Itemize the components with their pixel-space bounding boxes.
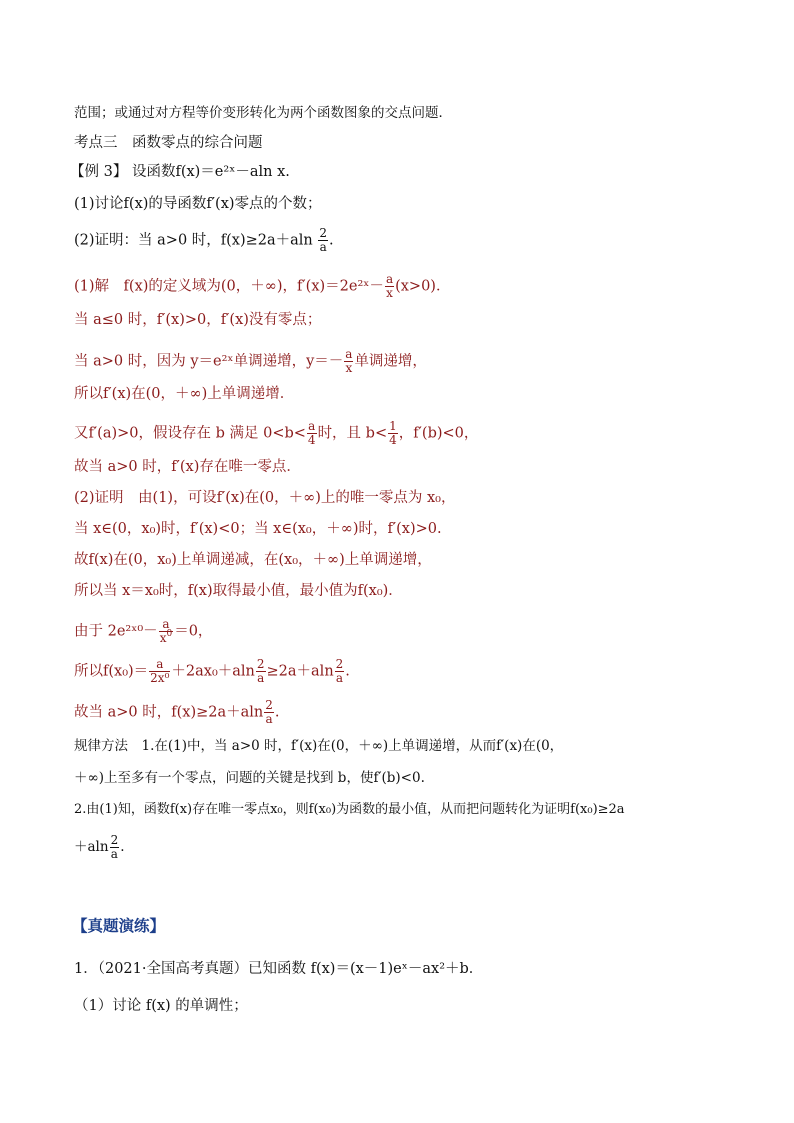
section-title-topic3: 考点三 函数零点的综合问题 bbox=[74, 135, 263, 151]
question-part-1: (1)讨论f(x)的导函数f′(x)零点的个数； bbox=[74, 196, 322, 212]
solution-existence-text: 又f′(a)>0，假设存在 b 满足 0<b< bbox=[74, 425, 306, 442]
solution-existence-mid: 时，且 b< bbox=[317, 425, 388, 442]
exam-question-1-part-1: （1）讨论 f(x) 的单调性； bbox=[74, 998, 248, 1014]
question-part-2: (2)证明：当 a>0 时，f(x)≥2a＋aln $\frac{2}{a}$ . bbox=[74, 226, 334, 254]
proof-min-mid: ＋2ax₀＋aln bbox=[171, 663, 255, 680]
fraction-2-over-a-2: $\frac{2}{a}$ bbox=[256, 657, 265, 685]
fraction-2-over-a-3: $\frac{2}{a}$ bbox=[335, 657, 344, 685]
method-summary-2: 2.由(1)知，函数f(x)存在唯一零点x₀，则f(x₀)为函数的最小值，从而把问题转化为证明f(x₀)≥2a bbox=[74, 802, 625, 817]
proof-sign-analysis: 当 x∈(0，x₀)时，f′(x)<0；当 x∈(x₀，＋∞)时，f′(x)>0. bbox=[74, 521, 442, 537]
proof-min-value: 所以f(x₀)＝ $\frac{a}{\text{2x⁰}}$ ＋2ax₀＋aln $\frac{2}{a}$ ≥2a＋aln $\frac{2}{a}$ . bbox=[74, 657, 350, 685]
question-part-2-text: (2)证明：当 a>0 时，f(x)≥2a＋aln bbox=[74, 232, 313, 249]
solution-case-text: 当 a>0 时，因为 y＝e²ˣ单调递增，y＝－ bbox=[74, 353, 344, 370]
exam-question-1: 1．（2021·全国高考真题）已知函数 f(x)＝(x－1)eˣ－ax²＋b． bbox=[74, 961, 484, 977]
text-line-range: 范围；或通过对方程等价变形转化为两个函数图象的交点问题． bbox=[74, 105, 452, 121]
fraction-a-over-4: $\frac{a}{4}$ bbox=[307, 419, 316, 447]
solution-existence-b bbox=[74, 420, 478, 447]
method-summary-1: 规律方法 1.在(1)中，当 a>0 时，f′(x)在(0，＋∞)上单调递增，从而f′(x)在(0， bbox=[74, 738, 564, 754]
example-3-statement bbox=[70, 163, 290, 181]
fraction-a-over-x-2: $\frac{a}{x}$ bbox=[345, 347, 353, 375]
method-summary-1-cont: ＋∞)上至多有一个零点，问题的关键是找到 b，使f′(b)<0. bbox=[74, 770, 425, 786]
solution-case-a-positive bbox=[74, 348, 427, 375]
solution-domain-text: (1)解 f(x)的定义域为(0，＋∞)，f′(x)＝2e²ˣ－ bbox=[74, 278, 384, 295]
solution-domain-tail: (x>0)． bbox=[395, 278, 451, 295]
solution-existence-tail: ，f′(b)<0， bbox=[398, 425, 479, 442]
fraction-a-over-2x0: $\frac{a}{\text{2x⁰}}$ bbox=[150, 657, 170, 685]
proof-zero-tail: ＝0， bbox=[174, 623, 213, 640]
method-summary-2-cont: ＋aln $\frac{2}{a}$ . bbox=[74, 833, 125, 861]
proof-conclusion: 故当 a>0 时，f(x)≥2a＋aln $\frac{2}{a}$ . bbox=[74, 698, 280, 726]
fraction-a-over-x: $\frac{a}{x}$ bbox=[385, 272, 394, 300]
proof-minimum: 所以当 x＝x₀时，f(x)取得最小值，最小值为f(x₀)． bbox=[74, 583, 403, 599]
example-tag: 【例 3】 bbox=[70, 164, 128, 180]
proof-min-ineq: ≥2a＋aln bbox=[266, 663, 334, 680]
proof-conclusion-text: 故当 a>0 时，f(x)≥2a＋aln bbox=[74, 704, 264, 721]
solution-monotone: 所以f′(x)在(0，＋∞)上单调递增． bbox=[74, 386, 295, 402]
method-summary-2-tail: ＋aln bbox=[74, 839, 109, 855]
fraction-1-over-4: $\frac{1}{4}$ bbox=[389, 419, 397, 447]
proof-zero-text: 由于 2e²ˣ⁰－ bbox=[74, 623, 158, 640]
fraction-a-over-x0: $\frac{a}{x^0}$ bbox=[159, 617, 173, 645]
proof-part-2-start: (2)证明 由(1)，可设f′(x)在(0，＋∞)上的唯一零点为 x₀， bbox=[74, 490, 456, 506]
section-heading-real-exam: 【真题演练】 bbox=[72, 916, 166, 935]
solution-part-1-domain bbox=[74, 273, 450, 300]
proof-zero-equation bbox=[74, 618, 212, 645]
solution-unique-zero: 故当 a>0 时，f′(x)存在唯一零点． bbox=[74, 459, 301, 475]
solution-case-tail: 单调递增， bbox=[354, 353, 427, 370]
proof-min-text: 所以f(x₀)＝ bbox=[74, 663, 149, 680]
fraction-2-over-a: $\frac{2}{a}$ bbox=[319, 226, 328, 254]
fraction-2-over-a-4: $\frac{2}{a}$ bbox=[265, 698, 273, 726]
proof-monotonicity: 故f(x)在(0，x₀)上单调递减，在(x₀，＋∞)上单调递增， bbox=[74, 552, 432, 568]
fraction-2-over-a-5: $\frac{2}{a}$ bbox=[110, 833, 119, 861]
solution-case-a-nonpositive: 当 a≤0 时，f′(x)>0，f′(x)没有零点； bbox=[74, 312, 322, 328]
example-function: 设函数f(x)＝e²ˣ－aln x. bbox=[131, 164, 290, 180]
